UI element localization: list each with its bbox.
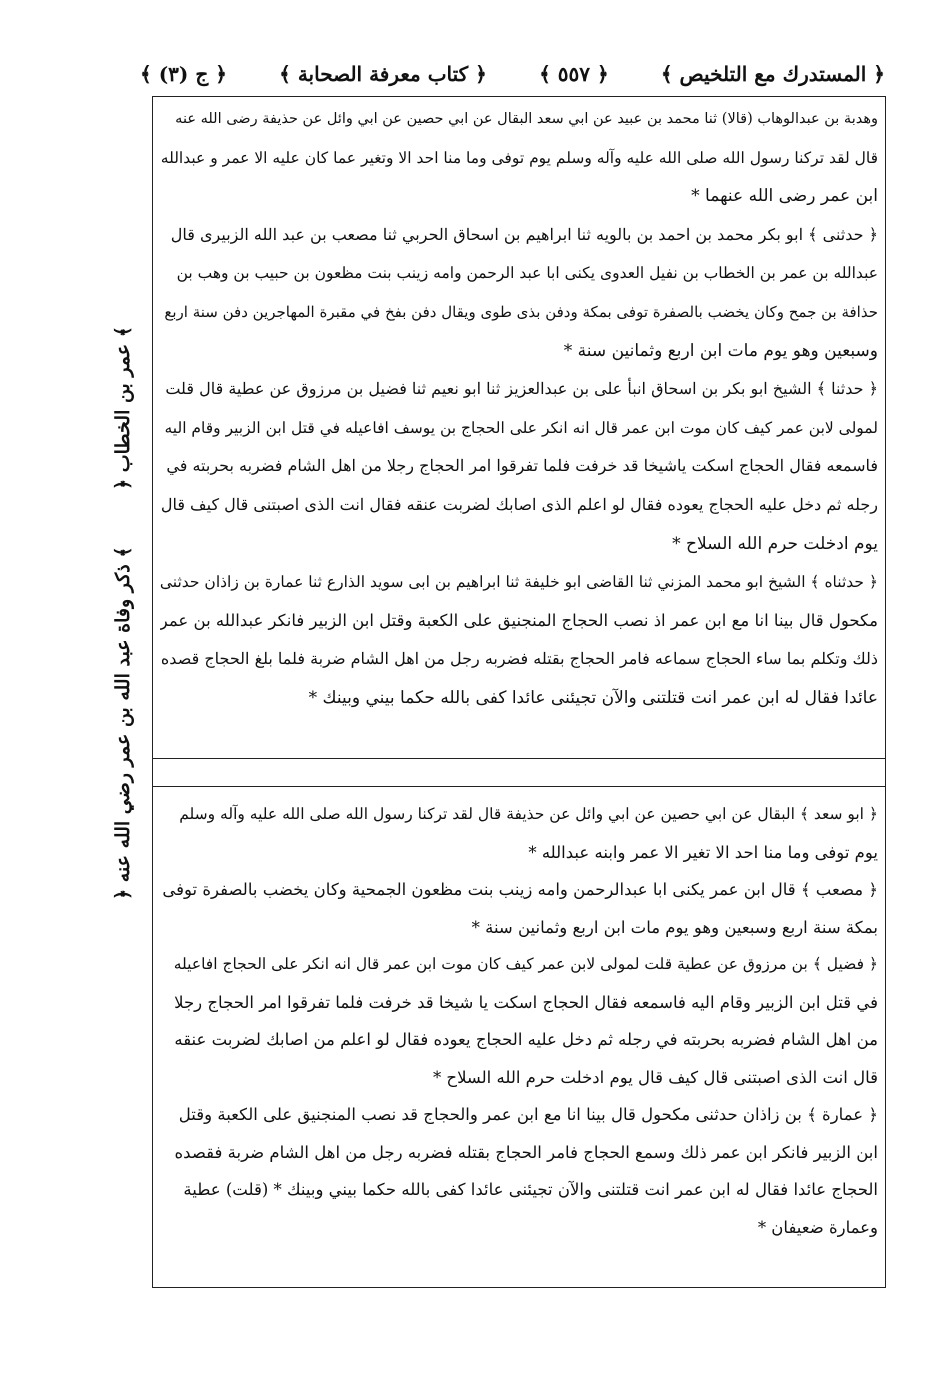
header-chapter: ﴿ كتاب معرفة الصحابة ﴾ <box>279 62 487 86</box>
text-line: قال لقد تركنا رسول الله صلى الله عليه وآله وسلم يوم توفى وما منا احد الا وتغير عما كان عليه الا عمر و عبدالله <box>160 148 878 167</box>
text-line: بمكة سنة اربع وسبعين وهو يوم مات ابن اربع وثمانين سنة * <box>471 917 878 937</box>
header-volume: ﴿ ج (٣) ﴾ <box>140 62 227 86</box>
running-header <box>140 52 885 96</box>
text-line: ﴿ حدثناه ﴾ الشيخ ابو محمد المزني ثنا القاضى ابو خليفة ثنا ابراهيم بن ابى سويد الذارع ثنا عمارة بن زاذان حدثنى <box>160 573 878 592</box>
text-line: لمولى لابن عمر كيف كان موت ابن عمر قال انه انكر على الحجاج بن يوسف افاعيله في قتل ابن الزبير وقام اليه <box>164 418 878 437</box>
text-line: حذافة بن جمح وكان يخضب بالصفرة توفى بمكة ودفن بذى طوى ويقال دفن بفخ في مقبرة المهاجرين دفن سنة اربع <box>164 302 878 321</box>
text-line: من اهل الشام فضربه بحربته في رجله ثم دخل عليه الحجاج يعوده فقال لو اعلم من اصابك لضربت عنقه <box>174 1030 878 1049</box>
footnote-text <box>160 796 878 1246</box>
text-line: الحجاج عائدا فقال له ابن عمر انت قتلتنى والآن تجيئنى عائدا كفى بالله حكما بيني وبينك * (قلت) عطية <box>183 1180 878 1199</box>
text-line: ﴿ حدثنى ﴾ ابو بكر محمد بن احمد بن بالويه ثنا ابراهيم بن اسحاق الحربي ثنا مصعب بن عبد الله الزبيرى قال <box>170 224 878 244</box>
margin-note-top: ﴿ عمر بن الخطاب ﴾ <box>112 326 134 490</box>
text-line: عبدالله بن عمر بن الخطاب بن نفيل العدوى يكنى ابا عبد الرحمن وامه زينب بنت مظعون بن حبيب بن وهب بن <box>176 264 878 283</box>
text-line: قال انت الذى اصبتنى قال كيف قال يوم ادخلت حرم الله السلاح * <box>432 1067 878 1087</box>
text-line: وعمارة ضعيفان * <box>757 1217 878 1237</box>
text-line: فاسمعه فقال الحجاج اسكت ياشيخا قد خرفت فلما تفرقوا امر الحجاج رجلا من اهل الشام فضربه بحربته في <box>166 456 878 476</box>
header-page-number: ﴿ ٥٥٧ ﴾ <box>539 62 609 86</box>
text-line: ابن الزبير فانكر ابن عمر ذلك وسمع الحجاج فامر الحجاج بقتله فضربه رجل من اهل الشام ضربة فقصده <box>174 1142 878 1162</box>
separator-rule <box>152 758 886 759</box>
text-line: مكحول قال بينا انا مع ابن عمر اذ نصب الحجاج المنجنيق على الكعبة وقتل ابن الزبير فانكر عبدالله بن عمر <box>160 610 878 630</box>
header-book-title: ﴿ المستدرك مع التلخيص ﴾ <box>660 62 885 86</box>
text-line: في قتل ابن الزبير وقام اليه فاسمعه فقال الحجاج اسكت يا شيخا قد خرفت فلما تفرقوا امر الحجاج رجلا <box>174 992 878 1012</box>
text-line: وهدبة بن عبدالوهاب (قالا) ثنا محمد بن عبيد عن ابي سعد البقال عن ابي حصين عن ابي وائل عن حذيفة رضى الله عنه <box>175 111 878 127</box>
text-line: يوم ادخلت حرم الله السلاح * <box>672 533 878 554</box>
text-line: ﴿ حدثنا ﴾ الشيخ ابو بكر بن اسحاق انبأ على بن عبدالعزيز ثنا ابو نعيم ثنا فضيل بن مرزوق عن عطية قال قلت <box>165 379 878 399</box>
text-line: عائدا فقال له ابن عمر انت قتلتنى والآن تجيئنى عائدا كفى بالله حكما بيني وبينك * <box>308 687 878 708</box>
text-line: ﴿ مصعب ﴾ قال ابن عمر يكنى ابا عبدالرحمن وامه زينب بنت مظعون الجمحية وكان يخضب بالصفرة توفى <box>162 880 878 899</box>
text-line: رجله ثم دخل عليه الحجاج يعوده فقال لو اعلم الذى اصابك لضربت عنقه فقال انت الذى اصبتنى قال كيف قال <box>160 494 878 514</box>
text-line: وسبعين وهو يوم مات ابن اربع وثمانين سنة * <box>563 340 878 361</box>
text-line: يوم توفى وما منا احد الا تغير الا عمر وابنه عبدالله * <box>528 842 878 862</box>
text-line: ابن عمر رضى الله عنهما * <box>691 186 878 207</box>
separator-rule <box>152 786 886 787</box>
text-line: ﴿ ابو سعد ﴾ البقال عن ابي حصين عن ابي وائل عن حذيفة قال لقد تركنا رسول الله صلى الله عليه وآله وسلم <box>179 805 878 823</box>
text-line: ﴿ فضيل ﴾ بن مرزوق عن عطية قلت لمولى لابن عمر كيف كان موت ابن عمر قال انه انكر على الحجاج افاعيله <box>173 955 878 973</box>
main-text <box>160 100 878 718</box>
text-line: ﴿ عمارة ﴾ بن زاذان حدثنى مكحول قال بينا انا مع ابن عمر والحجاج قد نصب المنجنيق على الكعبة وقتل <box>178 1105 878 1124</box>
text-line: ذلك وتكلم بما ساء الحجاج سماعه فامر الحجاج بقتله فضربه رجل من اهل الشام ضربة فلما بلغ الحجاج قصده <box>160 649 878 669</box>
margin-note-bottom: ﴿ ذكر وفاة عبد الله بن عمر رضي الله عنه ﴾ <box>112 546 134 900</box>
